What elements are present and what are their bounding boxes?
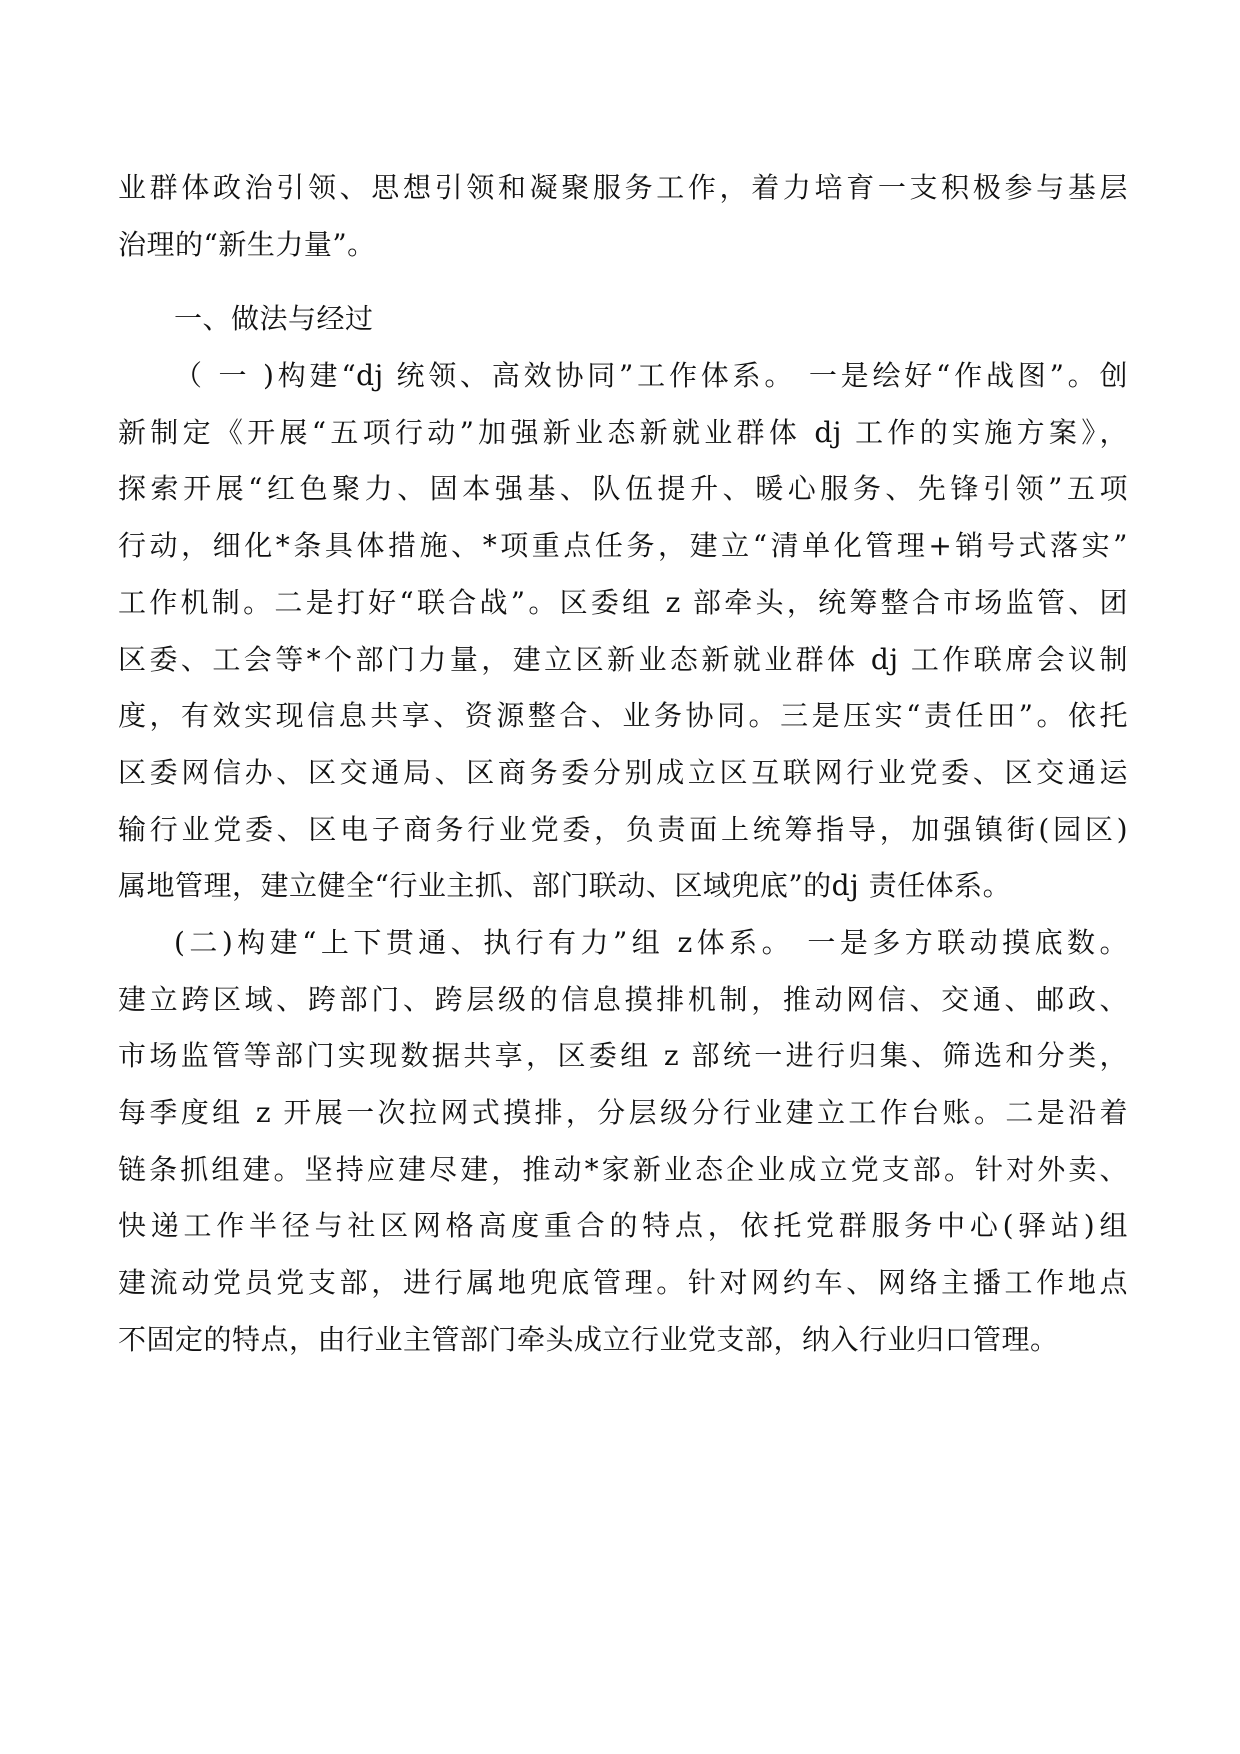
paragraph-line: 区委网信办、区交通局、区商务委分别成立区互联网行业党委、区交通运 [118, 755, 1128, 789]
paragraph-line: 新制定《开展“五项行动”加强新业态新就业群体 dj 工作的实施方案》， [118, 415, 1128, 449]
paragraph-line: 属地管理，建立健全“行业主抓、部门联动、区域兜底”的dj 责任体系。 [118, 869, 1012, 903]
paragraph-line: 链条抓组建。坚持应建尽建，推动*家新业态企业成立党支部。针对外卖、 [118, 1152, 1128, 1186]
paragraph-line: 度，有效实现信息共享、资源整合、业务协同。三是压实“责任田”。依托 [118, 699, 1128, 733]
intro-line: 业群体政治引领、思想引领和凝聚服务工作，着力培育一支积极参与基层 [118, 171, 1128, 204]
paragraph-line: 探索开展“红色聚力、固本强基、队伍提升、暖心服务、先锋引领”五项 [118, 472, 1128, 506]
paragraph-line: 不固定的特点，由行业主管部门牵头成立行业党支部，纳入行业归口管理。 [118, 1322, 1059, 1356]
paragraph-line: 输行业党委、区电子商务行业党委，负责面上统筹指导，加强镇街(园区) [118, 812, 1128, 846]
paragraph-line: 行动，细化*条具体措施、*项重点任务，建立“清单化管理+销号式落实” [118, 529, 1128, 563]
paragraph-line: 快递工作半径与社区网格高度重合的特点，依托党群服务中心(驿站)组 [118, 1209, 1128, 1243]
paragraph-line: 工作机制。二是打好“联合战”。区委组 z 部牵头，统筹整合市场监管、团 [118, 585, 1128, 619]
paragraph-line: 每季度组 z 开展一次拉网式摸排，分层级分行业建立工作台账。二是沿着 [118, 1096, 1128, 1129]
paragraph-line: (二)构建“上下贯通、执行有力”组 z体系。 一是多方联动摸底数。 [174, 925, 1128, 959]
intro-line: 治理的“新生力量”。 [118, 227, 376, 261]
paragraph-line: 区委、工会等*个部门力量，建立区新业态新就业群体 dj 工作联席会议制 [118, 642, 1128, 676]
section-heading: 一、做法与经过 [174, 302, 374, 336]
paragraph-line: 建流动党员党支部，进行属地兜底管理。针对网约车、网络主播工作地点 [118, 1266, 1128, 1300]
paragraph-line: （ 一 )构建“dj 统领、高效协同”工作体系。 一是绘好“作战图”。创 [174, 359, 1128, 393]
paragraph-line: 建立跨区域、跨部门、跨层级的信息摸排机制，推动网信、交通、邮政、 [118, 982, 1128, 1016]
paragraph-line: 市场监管等部门实现数据共享，区委组 z 部统一进行归集、筛选和分类， [118, 1039, 1128, 1073]
document-body [118, 160, 1128, 1368]
